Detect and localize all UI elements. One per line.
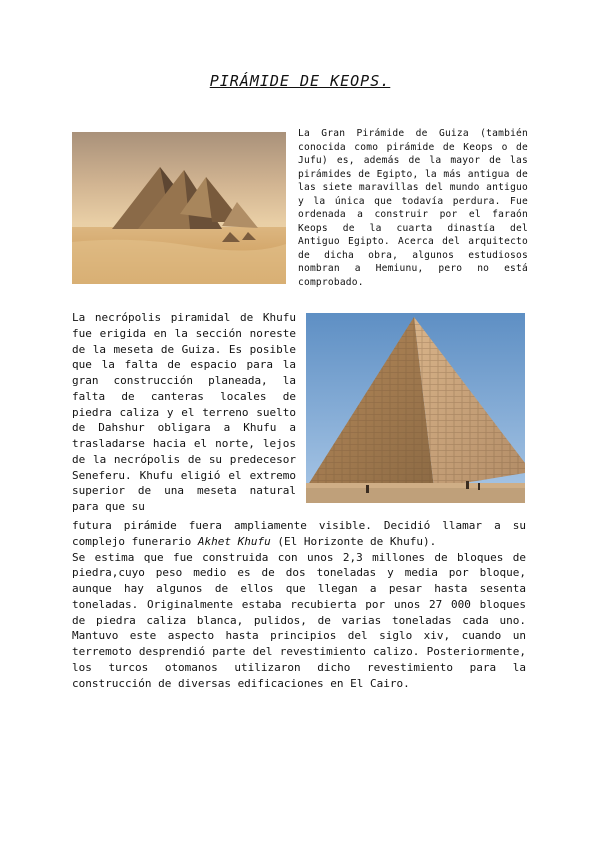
construction-text: Se estima que fue construida con unos 2,3 millones de bloques de piedra,cuyo peso medio es de dos toneladas y media por bloque, aunque hay algunos de ellos que llegan a pesar hasta sesenta toneladas. Originalmente estaba recubierta por unos 27 000 bloques de piedra caliza blanca, pulidos, de varias toneladas cada uno. Mantuvo este aspecto hasta principios del siglo xiv, cuando un terremoto desprendió parte del revestimiento calizo. Posteriormente, los turcos otomanos utilizaron dicho revestimiento para la construcción de diversas edificaciones en El Cairo. bbox=[72, 550, 526, 690]
intro-paragraph: La Gran Pirámide de Guiza (también conocida como pirámide de Keops o de Jufu) es, además de la mayor de las pirámides de Egipto, la más antigua de las siete maravillas del mundo antiguo y la única que todavía perdura. Fue ordenada a construir por el faraón Keops de la cuarta dinastía del Antiguo Egipto. Acerca del arquitecto de dicha obra, algunos estudiosos nombran a Hemiunu, pero no está comprobado. bbox=[298, 128, 528, 288]
necropolis-continuation: futura pirámide fuera ampliamente visible. Decidió llamar a su bbox=[72, 519, 526, 532]
funerary-complex-line: complejo funerario Akhet Khufu (El Horizonte de Khufu). bbox=[72, 534, 437, 548]
complex-name: Akhet Khufu bbox=[197, 534, 271, 548]
giza-pyramids-image bbox=[72, 132, 286, 284]
page-title: PIRÁMIDE DE KEOPS. bbox=[209, 72, 391, 90]
construction-paragraph bbox=[72, 518, 526, 691]
necropolis-paragraph: La necrópolis piramidal de Khufu fue erigida en la sección noreste de la meseta de Guiza. Es posible que la falta de espacio para la gran construcción planeada, la falta de canteras locales de piedra caliza y el terreno suelto de Dahshur obligara a Khufu a trasladarse hacia el norte, lejos de la necrópolis de su predecesor Seneferu. Khufu eligió el extremo superior de una meseta natural para que su bbox=[72, 311, 296, 513]
great-pyramid-image bbox=[306, 313, 525, 503]
